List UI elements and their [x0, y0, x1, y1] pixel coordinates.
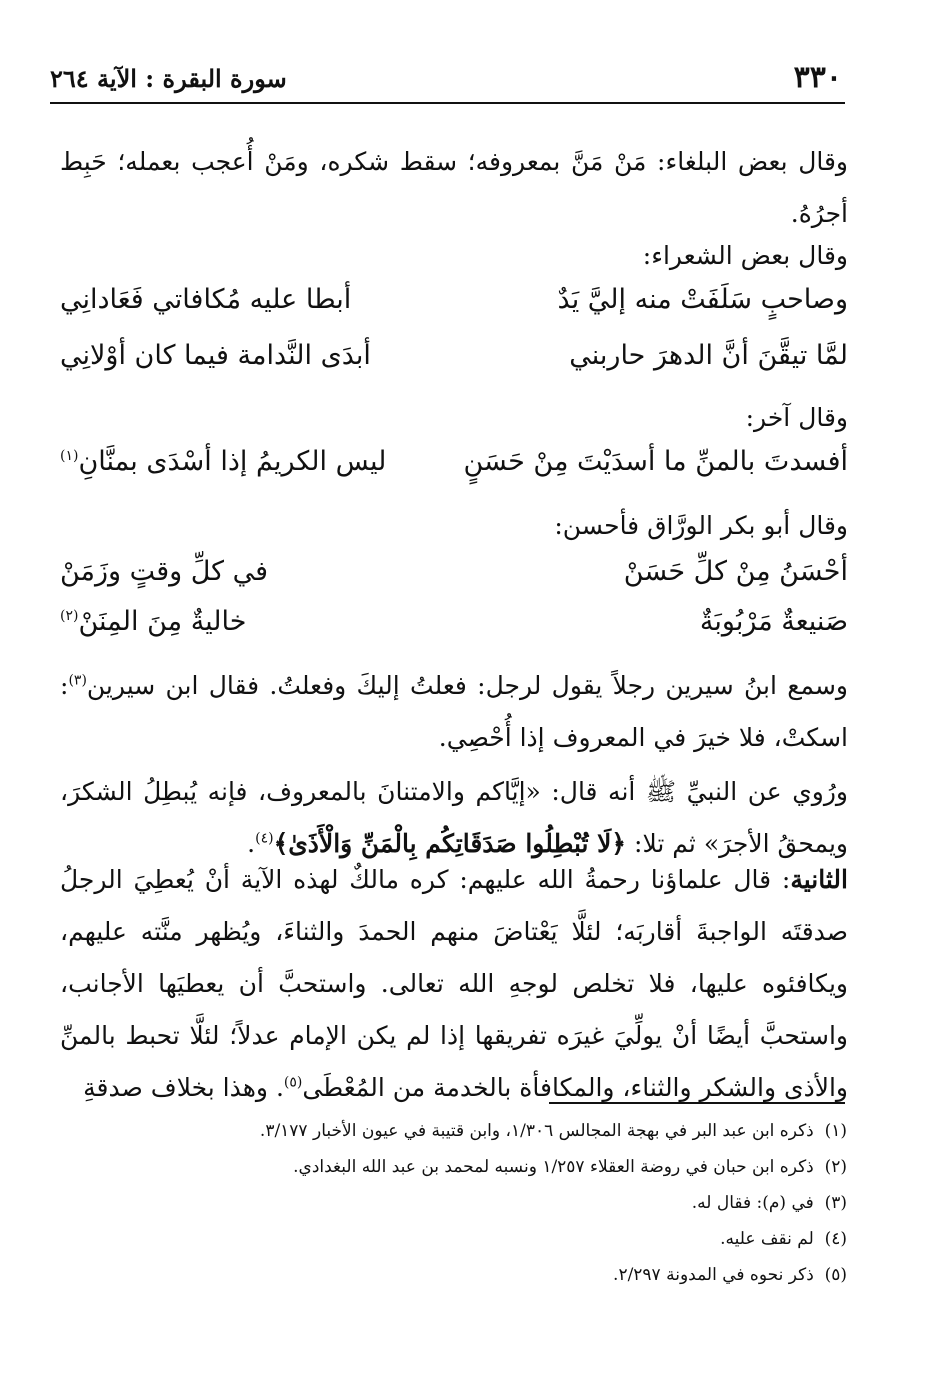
- footnote-rule: [549, 1102, 845, 1104]
- verse-first-hemistich: صَنيعةٌ مَرْبُوبَةٌ: [699, 606, 848, 637]
- footnote-marker: (١): [60, 448, 79, 464]
- verse-first-hemistich: أحْسَنُ مِنْ كلِّ حَسَنْ: [623, 556, 848, 587]
- footnote-marker: (٢): [60, 608, 79, 624]
- footnote-item: [120, 1113, 847, 1149]
- footnote-text: ذكر نحوه في المدونة ٢/٢٩٧.: [613, 1265, 814, 1285]
- paragraph-text: وسمع ابنُ سيرين رجلاً يقول لرجل: فعلتُ إليكَ وفعلتُ. فقال ابن سيرين: [86, 671, 848, 700]
- verse-second-hemistich: [60, 606, 440, 637]
- verse-second-hemistich: في كلِّ وقتٍ وزَمَنْ: [60, 556, 269, 587]
- footnote-text: ذكره ابن عبد البر في بهجة المجالس ١/٣٠٦، وابن قتيبة في عيون الأخبار ٣/١٧٧.: [259, 1121, 814, 1141]
- paragraph-4: [60, 854, 848, 1114]
- verse-first-hemistich: أفسدتَ بالمنِّ ما أسدَيْتَ مِنْ حَسَنٍ: [463, 446, 848, 477]
- intro-line-3: وقال أبو بكر الورَّاق فأحسن:: [554, 511, 848, 540]
- verse-second-hemistich: [60, 446, 440, 477]
- footnote-marker: (٤): [255, 830, 274, 847]
- footnote-item: [120, 1257, 847, 1293]
- page-header: [50, 58, 842, 102]
- section-label: الثانية: [790, 865, 848, 894]
- footnote-number: (٢): [824, 1157, 847, 1177]
- verse-second-hemistich: أبطا عليه مُكافاتي فَعَادانِي: [60, 284, 352, 315]
- intro-line-2: وقال آخر:: [745, 403, 848, 432]
- intro-line-1: وقال بعض الشعراء:: [642, 241, 848, 270]
- verse-first-hemistich: لمَّا تيقَّنَ أنَّ الدهرَ حاربني: [569, 340, 848, 371]
- footnote-number: (١): [824, 1121, 847, 1141]
- footnote-marker: (٥): [283, 1074, 303, 1091]
- paragraph-text: ورُوي عن النبيِّ ﷺ أنه قال: «إيَّاكم والامتنانَ بالمعروف، فإنه يُبطِلُ الشكرَ، ويمحقُ الأجرَ» ثم تلا:: [60, 777, 848, 858]
- paragraph-2: [60, 660, 848, 764]
- header-rule: [50, 102, 845, 104]
- quran-verse: ﴿لَا تُبْطِلُوا صَدَقَاتِكُم بِالْمَنِّ وَالْأَذَىٰ﴾: [273, 829, 627, 858]
- verse-line: [60, 446, 848, 496]
- footnote-text: ذكره ابن حبان في روضة العقلاء ١/٢٥٧ ونسبه لمحمد بن عبد الله البغدادي.: [293, 1157, 814, 1177]
- verse-second-hemistich-text: خاليةٌ مِنَ المِنَنْ: [78, 606, 247, 637]
- verse-line: [60, 340, 848, 390]
- verse-line: [60, 606, 848, 656]
- paragraph-text: . وهذا بخلاف صدقةِ: [83, 1073, 284, 1102]
- footnote-number: (٣): [824, 1193, 847, 1213]
- footnote-item: [120, 1149, 847, 1185]
- footnote-marker: (٣): [68, 672, 87, 689]
- verse-second-hemistich-text: ليس الكريمُ إذا أسْدَى بمنَّانِ: [78, 446, 387, 477]
- verse-line: [60, 284, 848, 334]
- footnotes: [120, 1113, 847, 1293]
- verse-first-hemistich: وصاحبٍ سَلَفَتْ منه إليَّ يَدٌ: [557, 284, 848, 315]
- paragraph-text: : اسكتْ، فلا خيرَ في المعروف إذا أُحْصِي.: [60, 671, 848, 752]
- paragraph-1: وقال بعض البلغاء: مَنْ مَنَّ بمعروفه؛ سقط شكره، ومَنْ أُعجب بعمله؛ حَبِط أجرُهُ.: [60, 147, 848, 228]
- footnote-text: لم نقف عليه.: [720, 1229, 814, 1249]
- page-number: ٣٣٠: [793, 60, 842, 95]
- verse-line: [60, 556, 848, 606]
- footnote-number: (٤): [824, 1229, 847, 1249]
- paragraph-text: : قال علماؤنا رحمةُ الله عليهم: كره مالكٌ لهذه الآية أنْ يُعطِيَ الرجلُ صدقتَه الواجبةَ أقاربَه؛ لئلَّا يَعْتاضَ منهم الحمدَ والثناءَ، ويُظهر منَّته عليهم، ويكافئوه عليها، فلا تخلص لوجهِ الله تعالى. واستحبَّ أن يعطيَها الأجانب، واستحبَّ أيضًا أنْ يولِّيَ غيرَه تفريقها إذا لم يكن الإمام عدلاً؛ لئلَّا تحبط بالمنِّ والأذى والشكر والثناء، والمكافأة بالخدمة من المُعْطَى: [60, 865, 848, 1102]
- footnote-item: [120, 1221, 847, 1257]
- footnote-text: في (م): فقال له.: [691, 1193, 814, 1213]
- paragraph-text: .: [247, 829, 256, 858]
- running-title: سورة البقرة : الآية ٢٦٤: [50, 64, 287, 93]
- verse-second-hemistich: أبدَى النَّدامة فيما كان أوْلانِي: [60, 340, 371, 371]
- footnote-number: (٥): [824, 1265, 847, 1285]
- footnote-item: [120, 1185, 847, 1221]
